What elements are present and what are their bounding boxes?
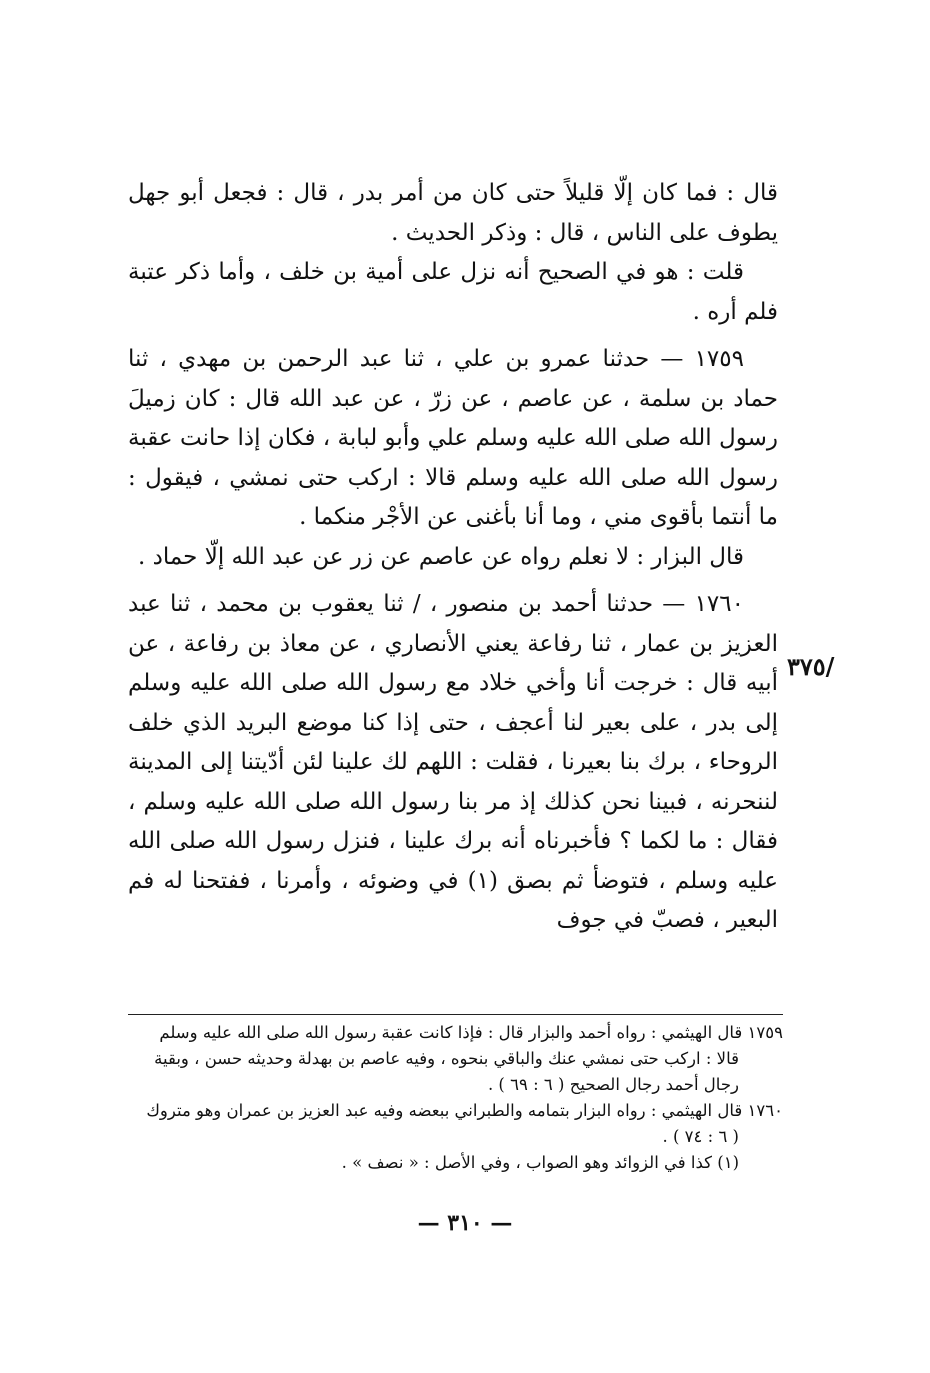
main-text <box>128 174 778 941</box>
footnote-1: (١) كذا في الزوائد وهو الصواب ، وفي الأصل : « نصف » . <box>341 1153 739 1172</box>
hadith-1759: ١٧٥٩ — حدثنا عمرو بن علي ، ثنا عبد الرحمن بن مهدي ، ثنا حماد بن سلمة ، عن عاصم ، عن زرّ ، عن عبد الله قال : كان زميلَ رسول الله صلى الله عليه وسلم علي وأبو لبابة ، فكان إذا حانت عقبة رسول الله صلى الله عليه وسلم قالا : اركب حتى نمشي ، فيقول : ما أنتما بأقوى مني ، وما أنا بأغنى عن الأجْر منكما . <box>128 346 778 530</box>
paragraph-bazzar-note: قال البزار : لا نعلم رواه عن عاصم عن زر عن عبد الله إلّا حماد . <box>138 543 744 570</box>
paragraph-2: قلت : هو في الصحيح أنه نزل على أمية بن خلف ، وأما ذكر عتبة فلم أره . <box>128 259 778 325</box>
paragraph-1: قال : فما كان إلّا قليلاً حتى كان من أمر بدر ، قال : فجعل أبو جهل يطوف على الناس ، قال : وذكر الحديث . <box>128 180 778 246</box>
marginal-page-reference: /٣٧٥ <box>787 652 835 681</box>
footnote-1760-first: ١٧٦٠ قال الهيثمي : رواه البزار بتمامه والطبراني ببعضه وفيه عبد العزيز بن عمران وهو متروك <box>146 1101 783 1120</box>
hadith-1760: ١٧٦٠ — حدثنا أحمد بن منصور ، / ثنا يعقوب بن محمد ، ثنا عبد العزيز بن عمار ، ثنا رفاعة يعني الأنصاري ، عن معاذ بن رفاعة ، عن أبيه قال : خرجت أنا وأخي خلاد مع رسول الله صلى الله عليه وسلم إلى بدر ، على بعير لنا أعجف ، حتى إذا كنا موضع البريد الذي خلف الروحاء ، برك بنا بعيرنا ، فقلت : اللهم لك علينا لئن أدّيتنا إلى المدينة لننحرنه ، فبينا نحن كذلك إذ مر بنا رسول الله صلى الله عليه وسلم ، فقال : ما لكما ؟ فأخبرناه أنه برك علينا ، فنزل رسول الله صلى الله عليه وسلم ، فتوضأ ثم بصق (١) في وضوئه ، وأمرنا ، ففتحنا له فم البعير ، فصبّ في جوف <box>128 591 778 933</box>
footnote-1759-rest: قالا : اركب حتى نمشي عنك والباقي بنحوه ، وفيه عاصم بن بهدلة وحديثه حسن ، وبقية رجال أحمد رجال الصحيح ( ٦ : ٦٩ ) . <box>154 1049 739 1094</box>
footnotes <box>128 1020 783 1176</box>
footnote-1760-rest: ( ٦ : ٧٤ ) . <box>662 1127 739 1146</box>
page-number: — ٣١٠ — <box>417 1210 513 1236</box>
footnote-separator <box>128 1014 783 1015</box>
footnote-1759-first: ١٧٥٩ قال الهيثمي : رواه أحمد والبزار قال : فإذا كانت عقبة رسول الله صلى الله عليه وسلم <box>159 1023 783 1042</box>
